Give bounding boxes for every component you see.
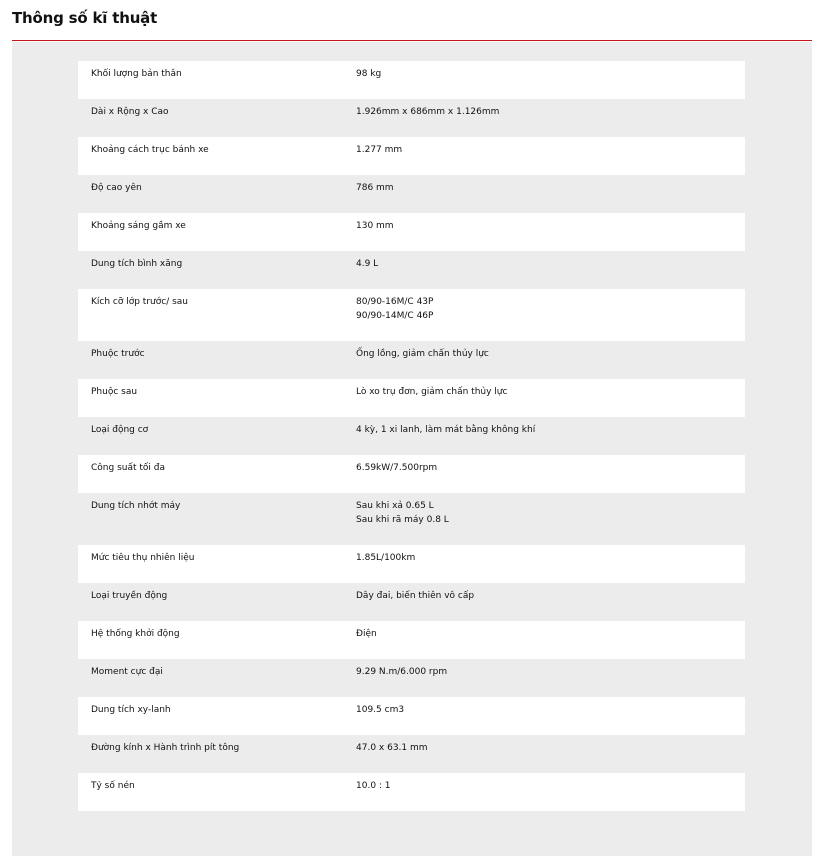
spec-label: Tỷ số nén xyxy=(91,781,135,791)
spec-row xyxy=(78,61,745,99)
spec-value xyxy=(356,219,745,251)
spec-value-line: 786 mm xyxy=(356,183,394,193)
spec-value-line: 98 kg xyxy=(356,69,382,79)
spec-value-line: 1.277 mm xyxy=(356,145,403,155)
spec-label: Dung tích xy-lanh xyxy=(91,705,171,715)
spec-label: Phuộc sau xyxy=(91,387,138,397)
spec-row xyxy=(78,583,745,621)
spec-row xyxy=(78,659,745,697)
spec-label: Phuộc trước xyxy=(91,349,145,359)
spec-row xyxy=(78,545,745,583)
spec-value xyxy=(356,181,745,213)
spec-label: Kích cỡ lớp trước/ sau xyxy=(91,297,189,307)
spec-row xyxy=(78,735,745,773)
spec-value-line: 9.29 N.m/6.000 rpm xyxy=(356,667,448,677)
spec-value-line: Dây đai, biến thiên vô cấp xyxy=(356,591,475,601)
spec-row xyxy=(78,493,745,545)
spec-value xyxy=(356,499,745,545)
spec-row xyxy=(78,455,745,493)
spec-value xyxy=(356,105,745,137)
spec-value xyxy=(356,143,745,175)
spec-row xyxy=(78,379,745,417)
spec-value xyxy=(356,551,745,583)
spec-label: Khối lượng bản thân xyxy=(91,69,182,79)
spec-row xyxy=(78,213,745,251)
spec-value xyxy=(356,779,745,811)
spec-value-line: Ống lồng, giảm chấn thủy lực xyxy=(356,349,489,359)
spec-label: Khoảng sáng gầm xe xyxy=(91,221,186,231)
spec-row xyxy=(78,417,745,455)
spec-value-line: Lò xo trụ đơn, giảm chấn thủy lực xyxy=(356,387,508,397)
spec-value-line: 10.0 : 1 xyxy=(356,781,391,791)
spec-value-line: 4.9 L xyxy=(356,259,379,269)
spec-value xyxy=(356,627,745,659)
spec-value-line: 6.59kW/7.500rpm xyxy=(356,463,438,473)
spec-label: Loại truyền động xyxy=(91,591,168,601)
spec-value xyxy=(356,385,745,417)
spec-value-line: 130 mm xyxy=(356,221,394,231)
spec-value xyxy=(356,295,745,341)
title-divider xyxy=(12,40,812,41)
spec-label: Dài x Rộng x Cao xyxy=(91,107,169,117)
spec-row xyxy=(78,341,745,379)
spec-value xyxy=(356,423,745,455)
spec-value-line: 80/90-16M/C 43P xyxy=(356,297,434,307)
spec-value xyxy=(356,67,745,99)
spec-row xyxy=(78,251,745,289)
spec-row xyxy=(78,137,745,175)
spec-value-line: Sau khi xả 0.65 L xyxy=(356,501,434,511)
spec-value xyxy=(356,665,745,697)
spec-label: Moment cực đại xyxy=(91,667,163,677)
spec-label: Dung tích nhớt máy xyxy=(91,501,181,511)
spec-label: Công suất tối đa xyxy=(91,463,165,473)
spec-value-line: Sau khi rã máy 0.8 L xyxy=(356,515,449,525)
spec-label: Khoảng cách trục bánh xe xyxy=(91,145,209,155)
spec-value xyxy=(356,703,745,735)
spec-row xyxy=(78,621,745,659)
spec-value xyxy=(356,461,745,493)
spec-row xyxy=(78,697,745,735)
spec-value-line: 1.926mm x 686mm x 1.126mm xyxy=(356,107,500,117)
spec-label: Đường kính x Hành trình pít tông xyxy=(91,743,240,753)
spec-value-line: Điện xyxy=(356,629,377,639)
spec-row xyxy=(78,289,745,341)
spec-value xyxy=(356,741,745,773)
spec-table xyxy=(78,61,745,811)
spec-value xyxy=(356,347,745,379)
spec-value-line: 90/90-14M/C 46P xyxy=(356,311,434,321)
spec-label: Mức tiêu thụ nhiên liệu xyxy=(91,553,195,563)
spec-row xyxy=(78,175,745,213)
section-title: Thông số kĩ thuật xyxy=(12,9,158,27)
spec-row xyxy=(78,99,745,137)
spec-value-line: 1.85L/100km xyxy=(356,553,416,563)
spec-value-line: 4 kỳ, 1 xi lanh, làm mát bằng không khí xyxy=(356,425,536,435)
spec-panel xyxy=(12,42,812,856)
spec-value-line: 109.5 cm3 xyxy=(356,705,405,715)
spec-label: Loại động cơ xyxy=(91,425,149,435)
spec-value xyxy=(356,589,745,621)
spec-label: Hệ thống khởi động xyxy=(91,629,180,639)
spec-row xyxy=(78,773,745,811)
spec-label: Độ cao yên xyxy=(91,183,142,193)
spec-label: Dung tích bình xăng xyxy=(91,259,183,269)
spec-value-line: 47.0 x 63.1 mm xyxy=(356,743,428,753)
spec-value xyxy=(356,257,745,289)
